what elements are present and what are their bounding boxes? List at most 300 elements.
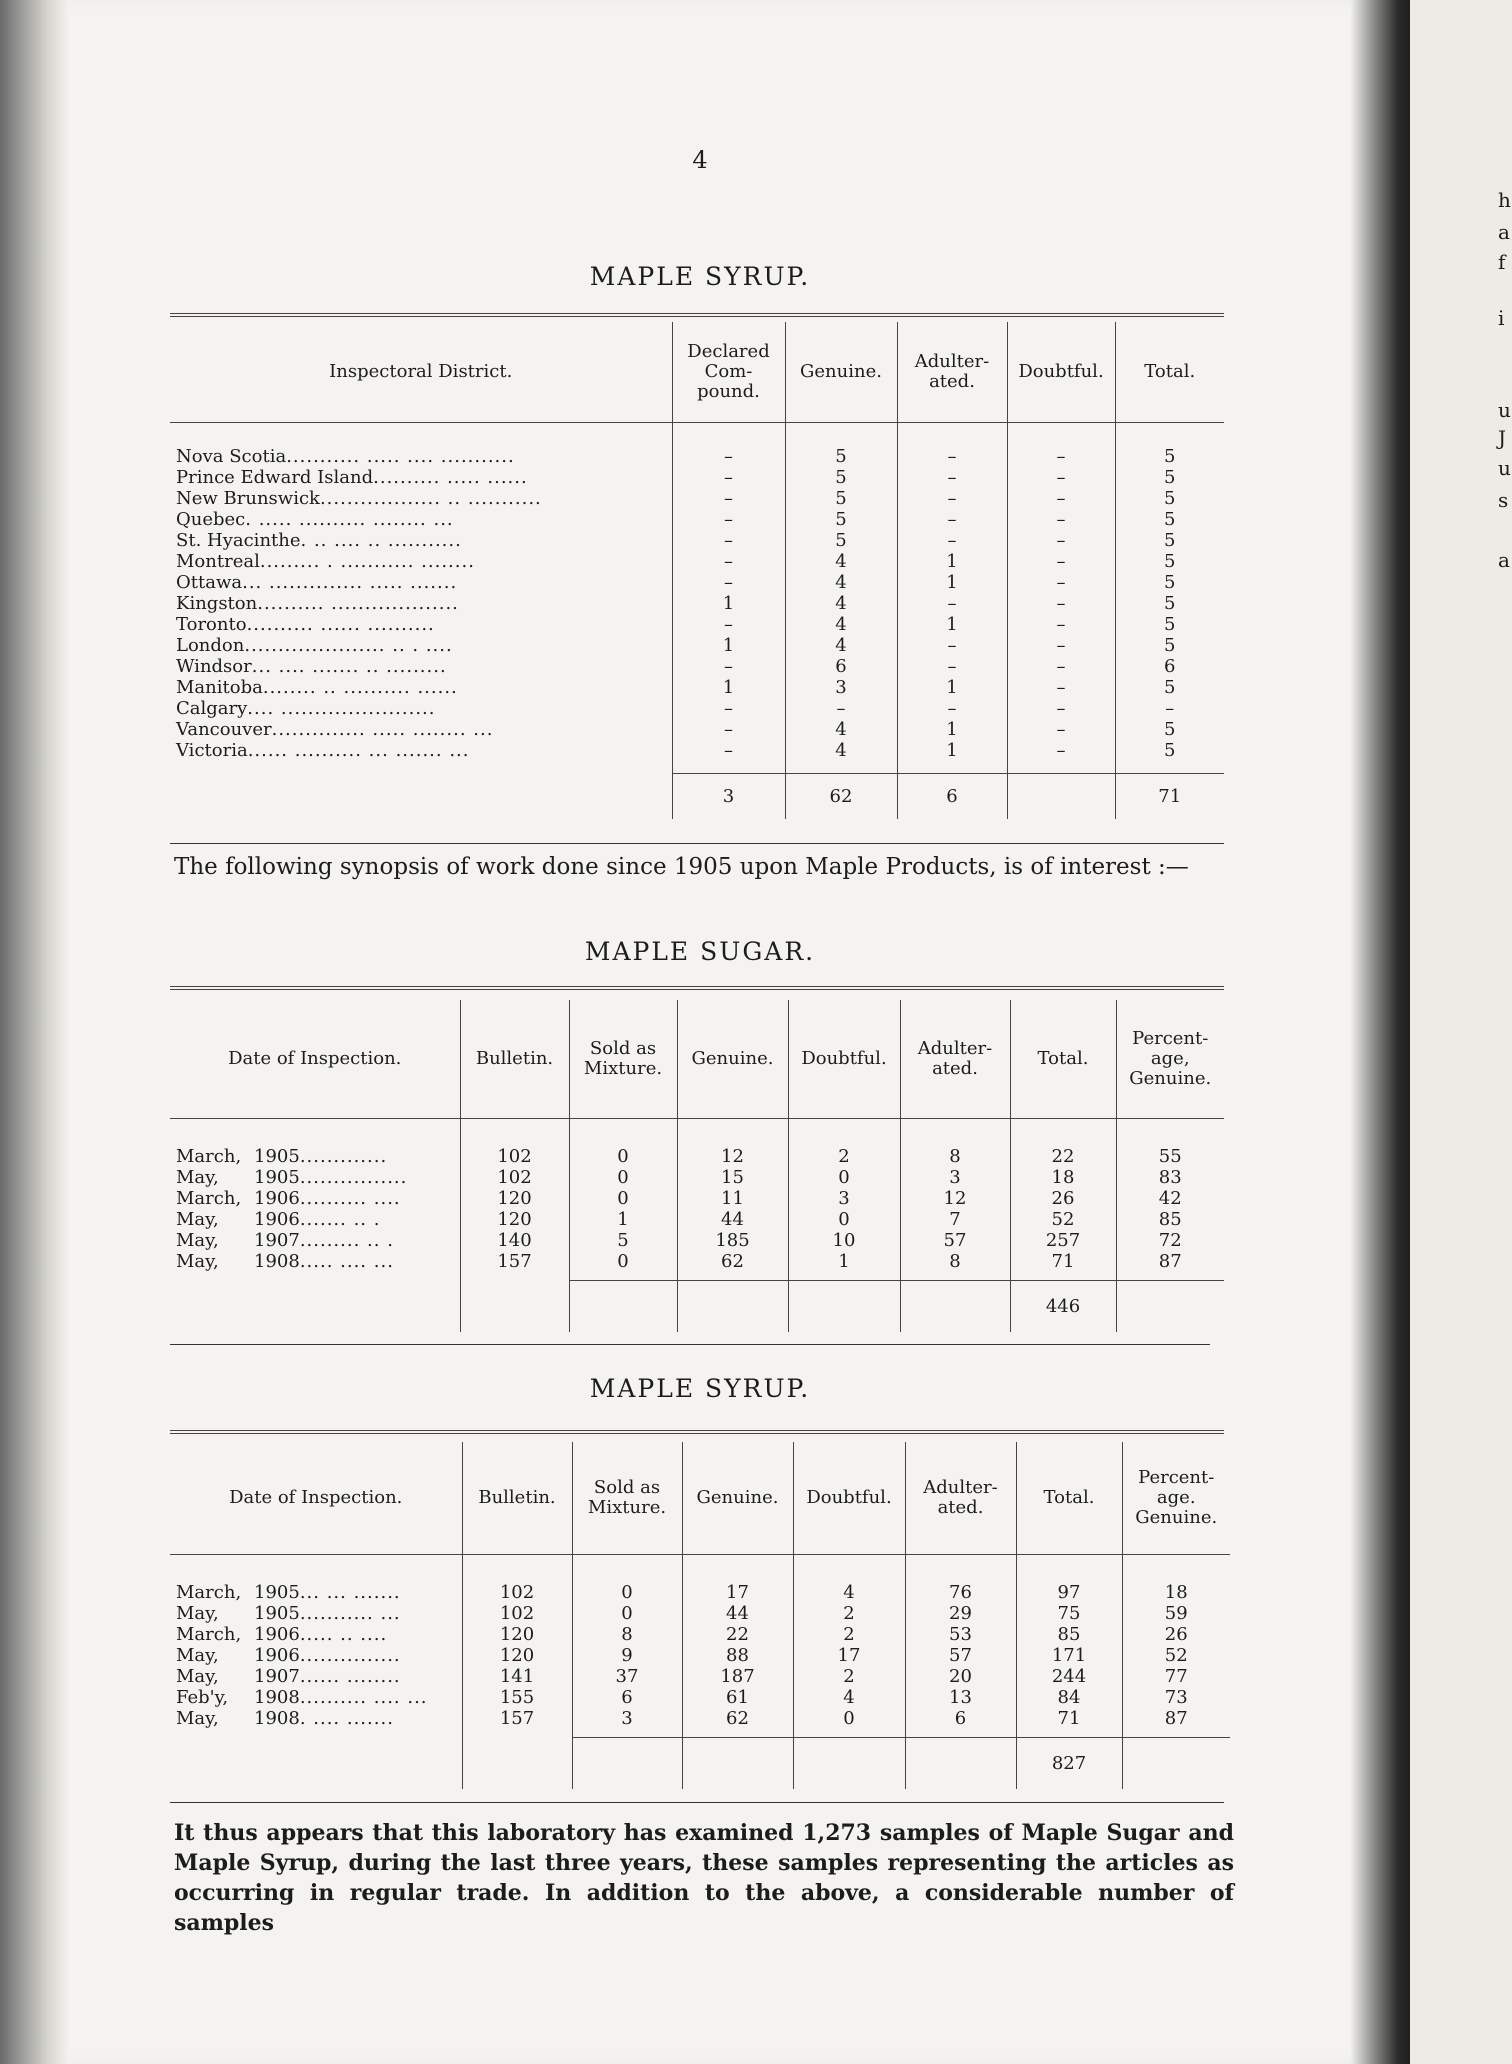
spacer-cell (170, 761, 672, 773)
table-row (170, 698, 1224, 719)
col-header: Date of Inspection. (170, 1000, 460, 1118)
leader-dots: ... .... ....... .. ......... (251, 656, 447, 677)
bulletin-cell: 120 (460, 1188, 569, 1209)
month: May, (176, 1708, 219, 1729)
bulletin-cell: 102 (462, 1582, 572, 1603)
spacer-cell (1016, 1729, 1122, 1737)
district-cell (170, 551, 672, 572)
doubtful-cell: 0 (788, 1167, 900, 1188)
table-row (170, 1624, 1230, 1645)
genuine-cell: 4 (785, 740, 897, 761)
adulterated-cell: 53 (905, 1624, 1016, 1645)
next-page-letter: h (1498, 188, 1511, 212)
genuine-cell: 62 (677, 1251, 788, 1272)
totals-row (170, 773, 1224, 819)
declared-cell: – (672, 551, 785, 572)
date-cell (170, 1188, 460, 1209)
declared-cell: – (672, 698, 785, 719)
adulterated-cell: – (897, 530, 1007, 551)
total-cell: 5 (1115, 488, 1224, 509)
mixture-cell: 0 (569, 1146, 677, 1167)
district-cell (170, 572, 672, 593)
genuine-cell: 4 (785, 551, 897, 572)
district-name: Toronto (176, 614, 247, 635)
col-header: Bulletin. (462, 1442, 572, 1554)
total-percentage (1122, 1737, 1230, 1789)
table-row (170, 1582, 1230, 1603)
total-cell: 26 (1010, 1188, 1116, 1209)
genuine-cell: 4 (785, 572, 897, 593)
table-row (170, 530, 1224, 551)
adulterated-cell: 29 (905, 1603, 1016, 1624)
genuine-cell: 5 (785, 530, 897, 551)
spacer-cell (170, 422, 672, 446)
bulletin-cell: 140 (460, 1230, 569, 1251)
col-header: Doubtful. (788, 1000, 900, 1118)
bulletin-cell: 157 (460, 1251, 569, 1272)
col-header: Total. (1016, 1442, 1122, 1554)
percentage-cell: 59 (1122, 1603, 1230, 1624)
month: May, (176, 1167, 219, 1188)
adulterated-cell: – (897, 446, 1007, 467)
district-name: Nova Scotia (176, 446, 287, 467)
spacer-cell (793, 1554, 905, 1582)
doubtful-cell: – (1007, 530, 1115, 551)
declared-cell: – (672, 488, 785, 509)
month: May, (176, 1666, 219, 1687)
doubtful-cell: 2 (793, 1624, 905, 1645)
spacer-row (170, 1118, 1224, 1146)
next-page-letter: i (1498, 306, 1505, 330)
book-binding (0, 0, 70, 2064)
table-top-rule (170, 986, 1224, 990)
col-header: Sold as Mixture. (572, 1442, 682, 1554)
genuine-cell: 4 (785, 593, 897, 614)
declared-cell: – (672, 656, 785, 677)
doubtful-cell: – (1007, 593, 1115, 614)
spacer-cell (170, 1554, 462, 1582)
genuine-cell: 4 (785, 719, 897, 740)
year: 1906 (254, 1188, 300, 1209)
year: 1905 (254, 1167, 300, 1188)
date-cell (170, 1603, 462, 1624)
genuine-cell: 187 (682, 1666, 793, 1687)
spacer-cell (1016, 1554, 1122, 1582)
next-page-letter: s (1498, 488, 1509, 512)
spacer-cell (788, 1118, 900, 1146)
col-header: Adulter- ated. (900, 1000, 1010, 1118)
declared-cell: – (672, 530, 785, 551)
spacer-cell (1007, 422, 1115, 446)
district-name: Montreal (176, 551, 260, 572)
doubtful-cell: – (1007, 614, 1115, 635)
total-genuine (682, 1737, 793, 1789)
district-cell (170, 656, 672, 677)
adulterated-cell: – (897, 467, 1007, 488)
col-header: Doubtful. (793, 1442, 905, 1554)
adulterated-cell: 1 (897, 719, 1007, 740)
closing-paragraph: It thus appears that this laboratory has examined 1,273 samples of Maple Sugar and Maple Syrup, during the last three years, these samples representing the articles as occurring in regular trade. In addition to the above, a considerable number of samples (174, 1820, 1234, 1936)
total-cell: 75 (1016, 1603, 1122, 1624)
spacer-row (170, 422, 1224, 446)
district-name: Calgary (176, 698, 248, 719)
doubtful-cell: 4 (793, 1687, 905, 1708)
leader-dots: . ..... .......... ........ ... (245, 509, 454, 530)
doubtful-cell: – (1007, 719, 1115, 740)
col-header: Date of Inspection. (170, 1442, 462, 1554)
month: May, (176, 1251, 219, 1272)
doubtful-cell: – (1007, 551, 1115, 572)
district-name: Prince Edward Island (176, 467, 374, 488)
spacer-cell (785, 422, 897, 446)
spacer-cell (900, 1118, 1010, 1146)
genuine-cell: 12 (677, 1146, 788, 1167)
doubtful-cell: 0 (793, 1708, 905, 1729)
bulletin-cell: 155 (462, 1687, 572, 1708)
doubtful-cell: – (1007, 572, 1115, 593)
month: March, (176, 1624, 242, 1645)
date-cell (170, 1167, 460, 1188)
spacer-row (170, 1272, 1224, 1280)
adulterated-cell: – (897, 488, 1007, 509)
spacer-cell (897, 761, 1007, 773)
bulletin-cell: 120 (462, 1624, 572, 1645)
total-adulterated (905, 1737, 1016, 1789)
percentage-cell: 87 (1116, 1251, 1224, 1272)
year: 1905 (254, 1146, 300, 1167)
spacer-cell (785, 761, 897, 773)
total-cell: 5 (1115, 530, 1224, 551)
leader-dots: ... ... ....... (299, 1582, 401, 1603)
mixture-cell: 5 (569, 1230, 677, 1251)
bulletin-cell: 141 (462, 1666, 572, 1687)
spacer-cell (1115, 761, 1224, 773)
total-mixture (572, 1737, 682, 1789)
genuine-cell: 61 (682, 1687, 793, 1708)
district-cell (170, 593, 672, 614)
table-row (170, 1687, 1230, 1708)
spacer-cell (460, 1118, 569, 1146)
table-bottom-rule (170, 843, 1224, 844)
maple-sugar-table (170, 1000, 1224, 1332)
mixture-cell: 9 (572, 1645, 682, 1666)
adulterated-cell: – (897, 698, 1007, 719)
date-cell (170, 1645, 462, 1666)
year: 1907 (254, 1666, 300, 1687)
bulletin-cell: 157 (462, 1708, 572, 1729)
total-cell: 5 (1115, 614, 1224, 635)
bulletin-cell: 102 (462, 1603, 572, 1624)
percentage-cell: 52 (1122, 1645, 1230, 1666)
district-cell (170, 698, 672, 719)
col-header: Bulletin. (460, 1000, 569, 1118)
total-total: 827 (1016, 1737, 1122, 1789)
genuine-cell: 4 (785, 635, 897, 656)
doubtful-cell: – (1007, 635, 1115, 656)
year: 1908 (254, 1687, 300, 1708)
district-cell (170, 740, 672, 761)
percentage-cell: 77 (1122, 1666, 1230, 1687)
bulletin-cell: 120 (460, 1209, 569, 1230)
total-cell: 18 (1010, 1167, 1116, 1188)
total-cell: 5 (1115, 446, 1224, 467)
month: March, (176, 1188, 242, 1209)
mixture-cell: 1 (569, 1209, 677, 1230)
district-name: Kingston (176, 593, 258, 614)
totals-row (170, 1280, 1224, 1332)
next-page-letter: J (1498, 426, 1507, 450)
table-row (170, 572, 1224, 593)
genuine-cell: 11 (677, 1188, 788, 1209)
leader-dots: ...... .......... ... ....... ... (247, 740, 470, 761)
total-cell: 5 (1115, 677, 1224, 698)
spacer-cell (897, 422, 1007, 446)
total-cell: 5 (1115, 635, 1224, 656)
leader-dots: ............... (299, 1645, 401, 1666)
total-cell: 5 (1115, 740, 1224, 761)
adulterated-cell: 3 (900, 1167, 1010, 1188)
adulterated-cell: 8 (900, 1146, 1010, 1167)
spacer-cell (170, 1272, 460, 1280)
total-adulterated (900, 1280, 1010, 1332)
spacer-cell (905, 1554, 1016, 1582)
leader-dots: ........ .. .......... ...... (262, 677, 458, 698)
table-row (170, 1230, 1224, 1251)
district-cell (170, 446, 672, 467)
doubtful-cell: – (1007, 446, 1115, 467)
table-bottom-rule (170, 1802, 1224, 1803)
leader-dots: ......... .. . (299, 1230, 394, 1251)
total-cell: 85 (1016, 1624, 1122, 1645)
spacer-cell (572, 1729, 682, 1737)
leader-dots: .......... ................... (257, 593, 459, 614)
table-top-rule (170, 313, 1224, 317)
spacer-cell (1116, 1118, 1224, 1146)
adulterated-cell: 12 (900, 1188, 1010, 1209)
mixture-cell: 0 (569, 1167, 677, 1188)
table-row (170, 1251, 1224, 1272)
col-header: Total. (1115, 322, 1224, 422)
district-name: Ottawa (176, 572, 243, 593)
table-row (170, 593, 1224, 614)
total-cell: – (1115, 698, 1224, 719)
next-page-letter: a (1498, 548, 1510, 572)
declared-cell: – (672, 719, 785, 740)
spacer-cell (170, 1118, 460, 1146)
col-header: Doubtful. (1007, 322, 1115, 422)
leader-dots: ......... . ........... ........ (259, 551, 475, 572)
doubtful-cell: 2 (793, 1666, 905, 1687)
genuine-cell: 15 (677, 1167, 788, 1188)
month: May, (176, 1230, 219, 1251)
table-row (170, 509, 1224, 530)
declared-cell: 1 (672, 677, 785, 698)
doubtful-cell: 1 (788, 1251, 900, 1272)
table-row (170, 1209, 1224, 1230)
total-adulterated: 6 (897, 773, 1007, 819)
table-row (170, 1603, 1230, 1624)
adulterated-cell: – (897, 509, 1007, 530)
next-page-letter: f (1498, 250, 1506, 274)
date-cell (170, 1582, 462, 1603)
total-total: 71 (1115, 773, 1224, 819)
doubtful-cell: 4 (793, 1582, 905, 1603)
leader-dots: ...... ........ (299, 1666, 401, 1687)
table-row (170, 1167, 1224, 1188)
date-cell (170, 1708, 462, 1729)
percentage-cell: 42 (1116, 1188, 1224, 1209)
year: 1906 (254, 1209, 300, 1230)
leader-dots: .................. .. ........... (319, 488, 542, 509)
total-cell: 5 (1115, 551, 1224, 572)
bulletin-cell: 102 (460, 1167, 569, 1188)
percentage-cell: 73 (1122, 1687, 1230, 1708)
year: 1908 (254, 1708, 300, 1729)
district-name: New Brunswick (176, 488, 320, 509)
totals-label-cell (170, 1280, 460, 1332)
mixture-cell: 0 (569, 1188, 677, 1209)
district-cell (170, 488, 672, 509)
spacer-cell (1010, 1118, 1116, 1146)
genuine-cell: 62 (682, 1708, 793, 1729)
totals-label-cell (170, 1737, 462, 1789)
district-name: Manitoba (176, 677, 263, 698)
declared-cell: – (672, 509, 785, 530)
doubtful-cell: 0 (788, 1209, 900, 1230)
table-row (170, 1188, 1224, 1209)
adulterated-cell: 1 (897, 740, 1007, 761)
percentage-cell: 83 (1116, 1167, 1224, 1188)
total-total: 446 (1010, 1280, 1116, 1332)
bulletin-cell: 120 (462, 1645, 572, 1666)
leader-dots: ..................... .. . .... (244, 635, 453, 656)
spacer-row (170, 1729, 1230, 1737)
month: Feb'y, (176, 1687, 229, 1708)
next-page-letter: u (1498, 398, 1511, 422)
spacer-cell (682, 1554, 793, 1582)
leader-dots: ............. (299, 1146, 388, 1167)
leader-dots: ........... ..... .... ........... (286, 446, 515, 467)
table-row (170, 1146, 1224, 1167)
doubtful-cell: 2 (793, 1603, 905, 1624)
syrup-district-table (170, 322, 1224, 819)
doubtful-cell: – (1007, 488, 1115, 509)
totals-label-cell (170, 773, 672, 819)
total-doubtful (1007, 773, 1115, 819)
genuine-cell: 88 (682, 1645, 793, 1666)
year: 1906 (254, 1645, 300, 1666)
leader-dots: .......... ..... ...... (373, 467, 528, 488)
col-header: Genuine. (677, 1000, 788, 1118)
genuine-cell: 185 (677, 1230, 788, 1251)
mixture-cell: 6 (572, 1687, 682, 1708)
total-declared: 3 (672, 773, 785, 819)
spacer-cell (1116, 1272, 1224, 1280)
synopsis-paragraph: The following synopsis of work done since 1905 upon Maple Products, is of interest :— (174, 854, 1189, 880)
district-name: Vancouver (176, 719, 272, 740)
table-row (170, 488, 1224, 509)
adulterated-cell: 1 (897, 551, 1007, 572)
spacer-cell (672, 422, 785, 446)
date-cell (170, 1624, 462, 1645)
totals-row (170, 1737, 1230, 1789)
district-cell (170, 530, 672, 551)
table-top-rule (170, 1430, 1224, 1434)
maple-syrup-dates-title: MAPLE SYRUP. (589, 1374, 811, 1403)
spacer-cell (793, 1729, 905, 1737)
district-name: Quebec (176, 509, 246, 530)
district-cell (170, 635, 672, 656)
table-row (170, 740, 1224, 761)
genuine-cell: 4 (785, 614, 897, 635)
spacer-row (170, 761, 1224, 773)
total-cell: 244 (1016, 1666, 1122, 1687)
maple-syrup-dates-table (170, 1442, 1230, 1789)
district-name: Windsor (176, 656, 252, 677)
maple-sugar-title: MAPLE SUGAR. (584, 937, 816, 966)
date-cell (170, 1146, 460, 1167)
mixture-cell: 8 (572, 1624, 682, 1645)
total-cell: 5 (1115, 467, 1224, 488)
spacer-cell (1122, 1729, 1230, 1737)
month: May, (176, 1209, 219, 1230)
spacer-cell (1122, 1554, 1230, 1582)
percentage-cell: 85 (1116, 1209, 1224, 1230)
col-header: Percent- age, Genuine. (1116, 1000, 1224, 1118)
doubtful-cell: 3 (788, 1188, 900, 1209)
next-page-letter: a (1498, 220, 1510, 244)
spacer-cell (460, 1272, 569, 1280)
district-cell (170, 509, 672, 530)
genuine-cell: 3 (785, 677, 897, 698)
percentage-cell: 72 (1116, 1230, 1224, 1251)
spacer-cell (788, 1272, 900, 1280)
total-cell: 5 (1115, 572, 1224, 593)
month: May, (176, 1603, 219, 1624)
col-header: Total. (1010, 1000, 1116, 1118)
total-cell: 71 (1010, 1251, 1116, 1272)
adulterated-cell: 57 (905, 1645, 1016, 1666)
leader-dots: ..... .... ... (299, 1251, 394, 1272)
mixture-cell: 0 (569, 1251, 677, 1272)
total-bulletin (462, 1737, 572, 1789)
spacer-cell (170, 1729, 462, 1737)
year: 1905 (254, 1582, 300, 1603)
table-bottom-rule (170, 1344, 1210, 1345)
date-cell (170, 1230, 460, 1251)
total-cell: 97 (1016, 1582, 1122, 1603)
total-doubtful (793, 1737, 905, 1789)
leader-dots: .............. ..... ........ ... (271, 719, 494, 740)
doubtful-cell: – (1007, 656, 1115, 677)
doubtful-cell: 2 (788, 1146, 900, 1167)
genuine-cell: 5 (785, 446, 897, 467)
doubtful-cell: 17 (793, 1645, 905, 1666)
declared-cell: 1 (672, 593, 785, 614)
district-cell (170, 719, 672, 740)
table-row (170, 1666, 1230, 1687)
adulterated-cell: 6 (905, 1708, 1016, 1729)
spacer-cell (569, 1118, 677, 1146)
declared-cell: – (672, 572, 785, 593)
percentage-cell: 55 (1116, 1146, 1224, 1167)
adulterated-cell: 8 (900, 1251, 1010, 1272)
mixture-cell: 3 (572, 1708, 682, 1729)
year: 1905 (254, 1603, 300, 1624)
total-genuine (677, 1280, 788, 1332)
table-row (170, 551, 1224, 572)
total-cell: 71 (1016, 1708, 1122, 1729)
